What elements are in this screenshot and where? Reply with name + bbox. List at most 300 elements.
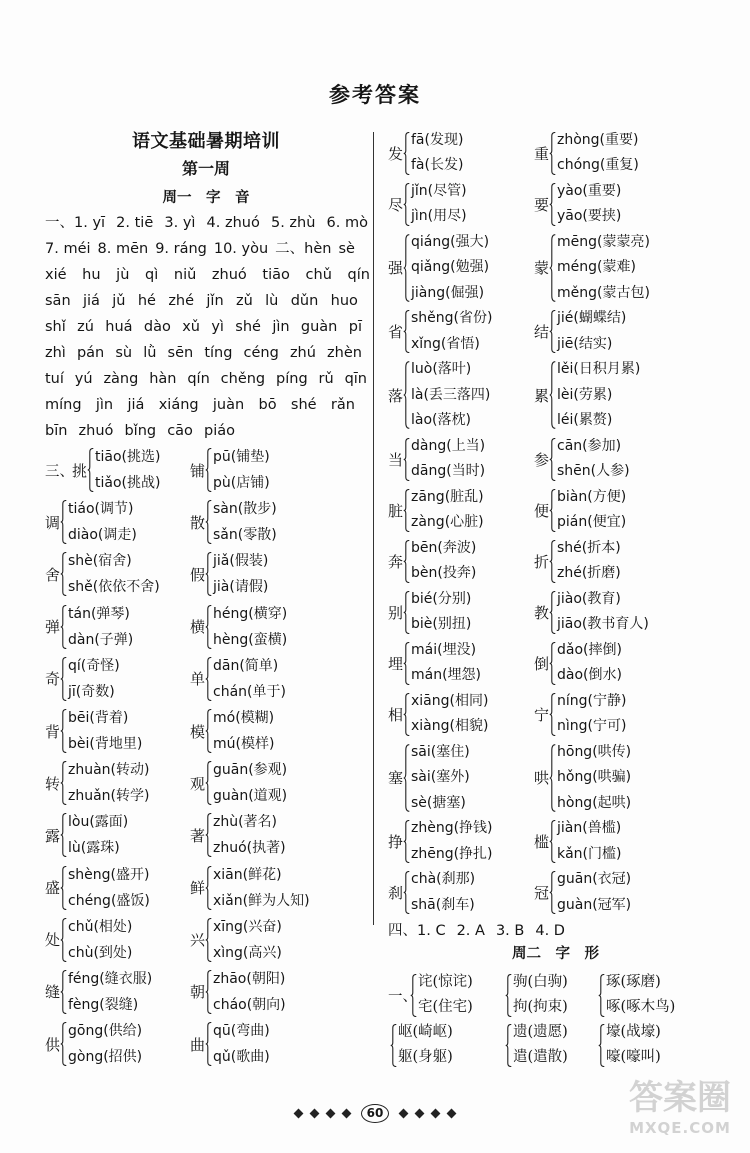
day-title: 周一 字 音 — [162, 189, 250, 206]
polyphone-group — [534, 306, 626, 357]
reading-item: yào(重要) — [557, 182, 622, 199]
polyphone-row — [388, 434, 650, 485]
brace-mark — [205, 605, 212, 649]
brace-mark — [549, 591, 556, 634]
polyphone-group — [45, 444, 190, 496]
brace-icon — [549, 693, 556, 736]
polyphone-character: 当 — [388, 450, 404, 469]
polyphone-row — [388, 536, 650, 587]
polyphone-group — [534, 816, 621, 867]
brace-mark — [205, 813, 212, 857]
brace-icon — [205, 552, 212, 596]
reading-item: jiē(结实) — [557, 335, 613, 352]
pinyin-token: jiá — [127, 397, 145, 413]
reading-list — [213, 601, 287, 653]
brace-mark — [598, 1024, 605, 1067]
brace-mark — [549, 642, 556, 685]
reading-item: méng(蒙难) — [557, 259, 636, 275]
polyphone-row — [45, 757, 310, 809]
watermark-brand: 答案圈 — [629, 1078, 731, 1118]
brace-mark — [403, 489, 410, 532]
brace-mark — [403, 693, 410, 736]
brace-icon — [549, 744, 556, 812]
polyphone-row — [45, 601, 310, 653]
polyphone-group — [45, 809, 190, 861]
glyph-item: 诧(惊诧) — [418, 974, 473, 990]
glyph-list — [606, 1020, 661, 1070]
pinyin-answer-line — [45, 314, 362, 340]
polyphone-character: 折 — [534, 552, 550, 571]
polyphone-character: 脏 — [388, 501, 404, 520]
glyph-group — [598, 1020, 661, 1070]
brace-icon — [403, 489, 410, 532]
brace-icon — [205, 1022, 212, 1066]
reading-list — [411, 689, 488, 740]
glyph-list — [513, 1020, 568, 1070]
glyph-list — [398, 1020, 453, 1070]
reading-item: mái(埋没) — [411, 641, 477, 658]
pinyin-token: míng — [45, 397, 82, 413]
brace-mark — [60, 970, 67, 1014]
reading-item: jiǎ(假装) — [213, 553, 269, 570]
polyphone-row — [45, 653, 310, 705]
pinyin-token: pī — [348, 319, 362, 335]
polyphone-group — [388, 485, 534, 536]
reading-item: zāng(脏乱) — [411, 488, 484, 505]
pinyin-token: jǐn — [206, 293, 224, 309]
polyphone-group — [534, 689, 626, 740]
brace-mark — [549, 540, 556, 583]
pinyin-token: yì — [211, 319, 224, 335]
brace-mark — [60, 813, 67, 857]
polyphone-group — [534, 867, 631, 918]
pinyin-token: sēn — [167, 345, 194, 361]
brace-icon — [403, 871, 410, 914]
brace-mark — [549, 871, 556, 914]
brace-icon — [549, 183, 556, 226]
reading-item: hōng(哄传) — [557, 743, 632, 760]
pinyin-token: tiāo — [262, 267, 290, 283]
brace-mark — [403, 820, 410, 863]
pinyin-token: rǔ — [318, 371, 334, 387]
pinyin-token: lǜ — [143, 345, 157, 361]
reading-item: dāng(当时) — [411, 463, 486, 479]
pinyin-token: pán — [76, 345, 105, 361]
brace-mark — [549, 132, 556, 175]
reading-item: dào(倒水) — [557, 667, 622, 683]
reading-item: bié(分别) — [411, 590, 472, 607]
pinyin-token: bǐng — [124, 423, 157, 439]
reading-list — [557, 638, 622, 689]
polyphone-character: 参 — [534, 450, 550, 469]
brace-icon — [549, 438, 556, 481]
brace-mark — [205, 918, 212, 962]
reading-item: guàn(道观) — [213, 788, 288, 805]
polyphone-character: 朝 — [190, 983, 206, 1002]
reading-item: chán(单于) — [213, 683, 286, 700]
reading-item: shě(依依不舍) — [68, 579, 160, 596]
reading-list — [68, 653, 120, 705]
brace-icon — [549, 591, 556, 634]
brace-mark — [403, 183, 410, 226]
column-divider — [373, 132, 374, 925]
polyphone-character: 重 — [534, 144, 550, 163]
reading-item: xīng(兴奋) — [213, 918, 282, 935]
pinyin-token: 一、1. yī — [45, 215, 106, 231]
polyphone-character: 蒙 — [534, 259, 550, 278]
polyphone-group — [45, 496, 190, 548]
polyphone-group — [190, 548, 268, 600]
reading-list — [213, 705, 274, 757]
brace-mark — [205, 552, 212, 596]
reading-item: shěng(省份) — [411, 310, 493, 326]
brace-icon — [60, 500, 67, 544]
reading-list — [95, 444, 160, 496]
reading-list — [68, 757, 149, 809]
brace-icon — [549, 132, 556, 175]
reading-item: nìng(宁可) — [557, 718, 627, 734]
pinyin-answer-line — [45, 418, 235, 444]
reading-item: bēn(奔波) — [411, 539, 477, 556]
reading-item: tiáo(调节) — [68, 501, 134, 518]
polyphone-group — [45, 914, 190, 966]
reading-item: diào(调走) — [68, 527, 137, 544]
glyph-item: 宅(住宅) — [418, 999, 473, 1015]
brace-mark — [205, 657, 212, 701]
pinyin-token: sān — [45, 293, 71, 309]
polyphone-character: 累 — [534, 386, 550, 405]
reading-item: héng(横穿) — [213, 605, 288, 622]
pinyin-token: piáo — [204, 423, 235, 439]
reading-item: bēi(背着) — [68, 709, 129, 726]
brace-icon — [60, 761, 67, 805]
reading-item: lù(露珠) — [68, 840, 120, 857]
brace-mark — [205, 970, 212, 1014]
reading-item: guān(参观) — [213, 762, 288, 779]
glyph-row — [388, 970, 675, 1020]
polyphone-group — [388, 587, 534, 638]
reading-item: lòu(露面) — [68, 814, 129, 831]
pinyin-token: jù — [116, 267, 130, 283]
reading-item: xiàng(相貌) — [411, 718, 489, 734]
polyphone-character: 埋 — [388, 654, 404, 673]
reading-list — [213, 914, 282, 966]
reading-list — [213, 862, 310, 914]
polyphone-row — [45, 444, 310, 496]
reading-list — [557, 587, 649, 638]
watermark-site: MXQE.COM — [629, 1119, 731, 1137]
pinyin-token: zhuó — [78, 423, 114, 439]
polyphone-row — [45, 809, 310, 861]
pinyin-answers — [45, 210, 370, 444]
brace-icon — [205, 866, 212, 910]
pinyin-token: dǔn — [290, 293, 319, 309]
reading-item: jià(请假) — [213, 579, 269, 596]
pinyin-token: rǎn — [330, 397, 355, 413]
reading-list — [213, 653, 286, 705]
reading-list — [411, 230, 489, 307]
brace-mark — [403, 234, 410, 302]
polyphone-group — [534, 128, 639, 179]
reading-item: luò(落叶) — [411, 361, 472, 377]
polyphone-row — [45, 548, 310, 600]
reading-item: lèi(劳累) — [557, 386, 613, 403]
brace-icon — [549, 871, 556, 914]
reading-item: mán(埋怨) — [411, 667, 482, 683]
reading-item: hòng(起哄) — [557, 794, 632, 811]
pinyin-token: 8. mēn — [97, 241, 149, 257]
polyphone-group — [388, 434, 534, 485]
polyphone-group — [45, 548, 190, 600]
decor-diamond — [326, 1109, 336, 1119]
brace-icon — [403, 744, 410, 812]
polyphone-row — [388, 357, 650, 434]
reading-item: sè(搪塞) — [411, 794, 466, 811]
reading-list — [411, 536, 476, 587]
brace-icon — [205, 761, 212, 805]
reading-item: lěi(日积月累) — [557, 361, 641, 377]
brace-icon — [60, 605, 67, 649]
reading-item: chà(刹那) — [411, 871, 476, 887]
polyphone-row — [388, 230, 650, 307]
reading-list — [411, 128, 463, 179]
pinyin-token: chěng — [220, 371, 266, 387]
polyphone-row — [45, 966, 310, 1018]
polyphone-row — [388, 816, 650, 867]
polyphone-character: 转 — [45, 774, 61, 793]
polyphone-character: 背 — [45, 722, 61, 741]
polyphone-group — [388, 867, 534, 918]
polyphone-character: 省 — [388, 323, 404, 341]
polyphone-group — [534, 357, 640, 434]
reading-item: shè(宿舍) — [68, 553, 132, 570]
reading-list — [411, 638, 481, 689]
reading-item: pián(便宜) — [557, 514, 627, 530]
polyphone-row — [45, 1018, 310, 1070]
glyph-list — [418, 970, 473, 1020]
pinyin-token: xié — [45, 267, 67, 283]
reading-item: qǔ(歌曲) — [213, 1049, 270, 1066]
polyphone-group — [45, 966, 190, 1018]
reading-list — [411, 485, 484, 536]
polyphone-character: 挑 — [72, 461, 88, 480]
polyphone-group — [388, 179, 534, 230]
glyph-group — [505, 970, 598, 1020]
brace-icon — [60, 1022, 67, 1066]
polyphone-group — [388, 306, 534, 357]
reading-item: jìn(用尽) — [411, 208, 467, 224]
reading-item: chǔ(相处) — [68, 918, 133, 935]
polyphone-group — [190, 862, 310, 914]
brace-mark — [505, 1024, 512, 1067]
brace-mark — [403, 540, 410, 583]
reading-list — [213, 1018, 270, 1070]
brace-icon — [549, 310, 556, 353]
pinyin-token: 4. zhuó — [206, 215, 260, 231]
reading-list — [557, 230, 650, 307]
polyphone-character: 教 — [534, 603, 550, 622]
glyph-item: 啄(啄木鸟) — [606, 999, 676, 1015]
pinyin-token: qīn — [344, 371, 367, 387]
brace-mark — [205, 448, 212, 492]
brace-icon — [205, 500, 212, 544]
pinyin-token: céng — [243, 345, 279, 361]
polyphone-character: 挣 — [388, 833, 404, 851]
pinyin-token: hàn — [149, 371, 177, 387]
reading-item: sài(塞外) — [411, 769, 470, 785]
decor-diamond — [310, 1109, 320, 1119]
decor-diamond — [399, 1109, 409, 1119]
glyph-item: 嚎(嚎叫) — [606, 1049, 661, 1065]
reading-item: zàng(心脏) — [411, 514, 484, 530]
brace-icon — [60, 866, 67, 910]
reading-list — [68, 966, 152, 1018]
brace-icon — [205, 448, 212, 492]
polyphone-group — [190, 914, 282, 966]
reading-list — [411, 867, 475, 918]
reading-item: tiǎo(挑战) — [95, 475, 161, 492]
reading-item: mú(模样) — [213, 736, 275, 753]
polyphone-character: 冠 — [534, 884, 550, 902]
glyph-item: 岖(崎岖) — [398, 1024, 453, 1040]
polyphone-character: 结 — [534, 323, 550, 341]
left-column — [45, 0, 370, 1153]
brace-icon — [60, 918, 67, 962]
glyph-item: 躯(身躯) — [398, 1049, 453, 1065]
glyph-item: 遗(遗愿) — [513, 1024, 568, 1040]
reading-item: zhèng(挣钱) — [411, 820, 493, 836]
polyphone-group — [190, 653, 286, 705]
brace-icon — [60, 813, 67, 857]
reading-list — [557, 689, 626, 740]
brace-icon — [205, 657, 212, 701]
decor-diamond — [342, 1109, 352, 1119]
reading-item: xiāng(相同) — [411, 692, 489, 709]
brace-mark — [403, 310, 410, 353]
reading-item: jī(奇数) — [68, 683, 115, 700]
glyph-list — [606, 970, 675, 1020]
brace-mark — [549, 489, 556, 532]
reading-item: xiǎn(鲜为人知) — [213, 892, 310, 909]
brace-mark — [410, 974, 417, 1017]
reading-list — [213, 809, 286, 861]
polyphone-row — [388, 587, 650, 638]
polyphone-character: 观 — [190, 774, 206, 793]
reading-list — [213, 966, 286, 1018]
reading-item: jǐn(尽管) — [411, 182, 467, 199]
brace-icon — [410, 974, 417, 1017]
brace-mark — [403, 744, 410, 812]
reading-list — [411, 434, 485, 485]
pinyin-answer-line — [45, 366, 367, 392]
glyph-item: 拘(拘束) — [513, 999, 568, 1015]
reading-item: qí(奇怪) — [68, 657, 120, 674]
brace-mark — [403, 871, 410, 914]
polyphone-character: 倒 — [534, 654, 550, 673]
question-number: 三、 — [45, 463, 74, 480]
brace-icon — [403, 820, 410, 863]
pinyin-token: 7. méi — [45, 241, 91, 257]
reading-list — [68, 914, 132, 966]
polyphone-character: 盛 — [45, 879, 61, 898]
polyphone-character: 宁 — [534, 705, 550, 724]
brace-icon — [205, 813, 212, 857]
reading-list — [213, 444, 270, 496]
reading-item: pū(铺垫) — [213, 449, 270, 465]
polyphone-character: 曲 — [190, 1035, 206, 1054]
polyphone-group — [45, 705, 190, 757]
reading-item: féng(缝衣服) — [68, 970, 153, 987]
reading-item: shé(折本) — [557, 539, 621, 556]
pinyin-token: zàng — [103, 371, 139, 387]
reading-item: sāi(塞住) — [411, 743, 470, 760]
reading-item: hǒng(哄骗) — [557, 769, 632, 785]
reading-list — [68, 705, 142, 757]
polyphone-character: 散 — [190, 513, 206, 532]
glyph-group — [505, 1020, 598, 1070]
answer-token: 2. A — [456, 923, 485, 939]
brace-mark — [598, 974, 605, 1017]
polyphone-character: 相 — [388, 705, 404, 724]
pinyin-answer-line — [45, 392, 355, 418]
polyphone-character: 尽 — [388, 195, 404, 214]
reading-list — [411, 357, 490, 434]
polyphone-character: 强 — [388, 259, 404, 278]
reading-list — [411, 179, 467, 230]
pinyin-answer-line — [45, 236, 355, 262]
brace-icon — [549, 540, 556, 583]
brace-mark — [549, 438, 556, 481]
pinyin-token: 5. zhù — [270, 215, 316, 231]
pinyin-token: niǔ — [173, 267, 197, 283]
reading-item: cháo(朝向) — [213, 996, 286, 1013]
pinyin-token: zhì — [45, 345, 66, 361]
reading-item: lào(落枕) — [411, 412, 471, 428]
choice-answers — [388, 918, 565, 944]
reading-item: sàn(散步) — [213, 501, 277, 518]
brace-mark — [505, 974, 512, 1017]
brace-icon — [87, 448, 94, 492]
polyphone-character: 奇 — [45, 670, 61, 689]
pinyin-token: 10. yòu — [213, 241, 269, 257]
brace-icon — [403, 540, 410, 583]
brace-mark — [403, 642, 410, 685]
polyphone-group — [534, 638, 622, 689]
glyph-item: 壕(战壕) — [606, 1024, 661, 1040]
polyphone-character: 供 — [45, 1035, 61, 1054]
reading-item: tiāo(挑选) — [95, 449, 161, 465]
pinyin-token: bō — [258, 397, 277, 413]
reading-item: shā(刹车) — [411, 896, 475, 913]
pinyin-token: xǔ — [182, 319, 200, 335]
polyphone-group — [190, 809, 286, 861]
reading-item: guān(衣冠) — [557, 871, 632, 887]
reading-list — [557, 485, 626, 536]
polyphone-group — [45, 601, 190, 653]
glyph-item: 遣(遣散) — [513, 1049, 568, 1065]
page-title: 参考答案 — [329, 82, 421, 107]
glyph-answers — [388, 970, 675, 1070]
reading-item: qū(弯曲) — [213, 1023, 270, 1040]
brace-mark — [60, 866, 67, 910]
reading-list — [411, 740, 470, 817]
brace-mark — [549, 744, 556, 812]
brace-icon — [205, 970, 212, 1014]
brace-icon — [598, 1024, 605, 1067]
polyphone-answers-right — [388, 128, 650, 919]
answer-token: 3. B — [495, 923, 525, 939]
reading-item: zhuàn(转动) — [68, 762, 150, 779]
